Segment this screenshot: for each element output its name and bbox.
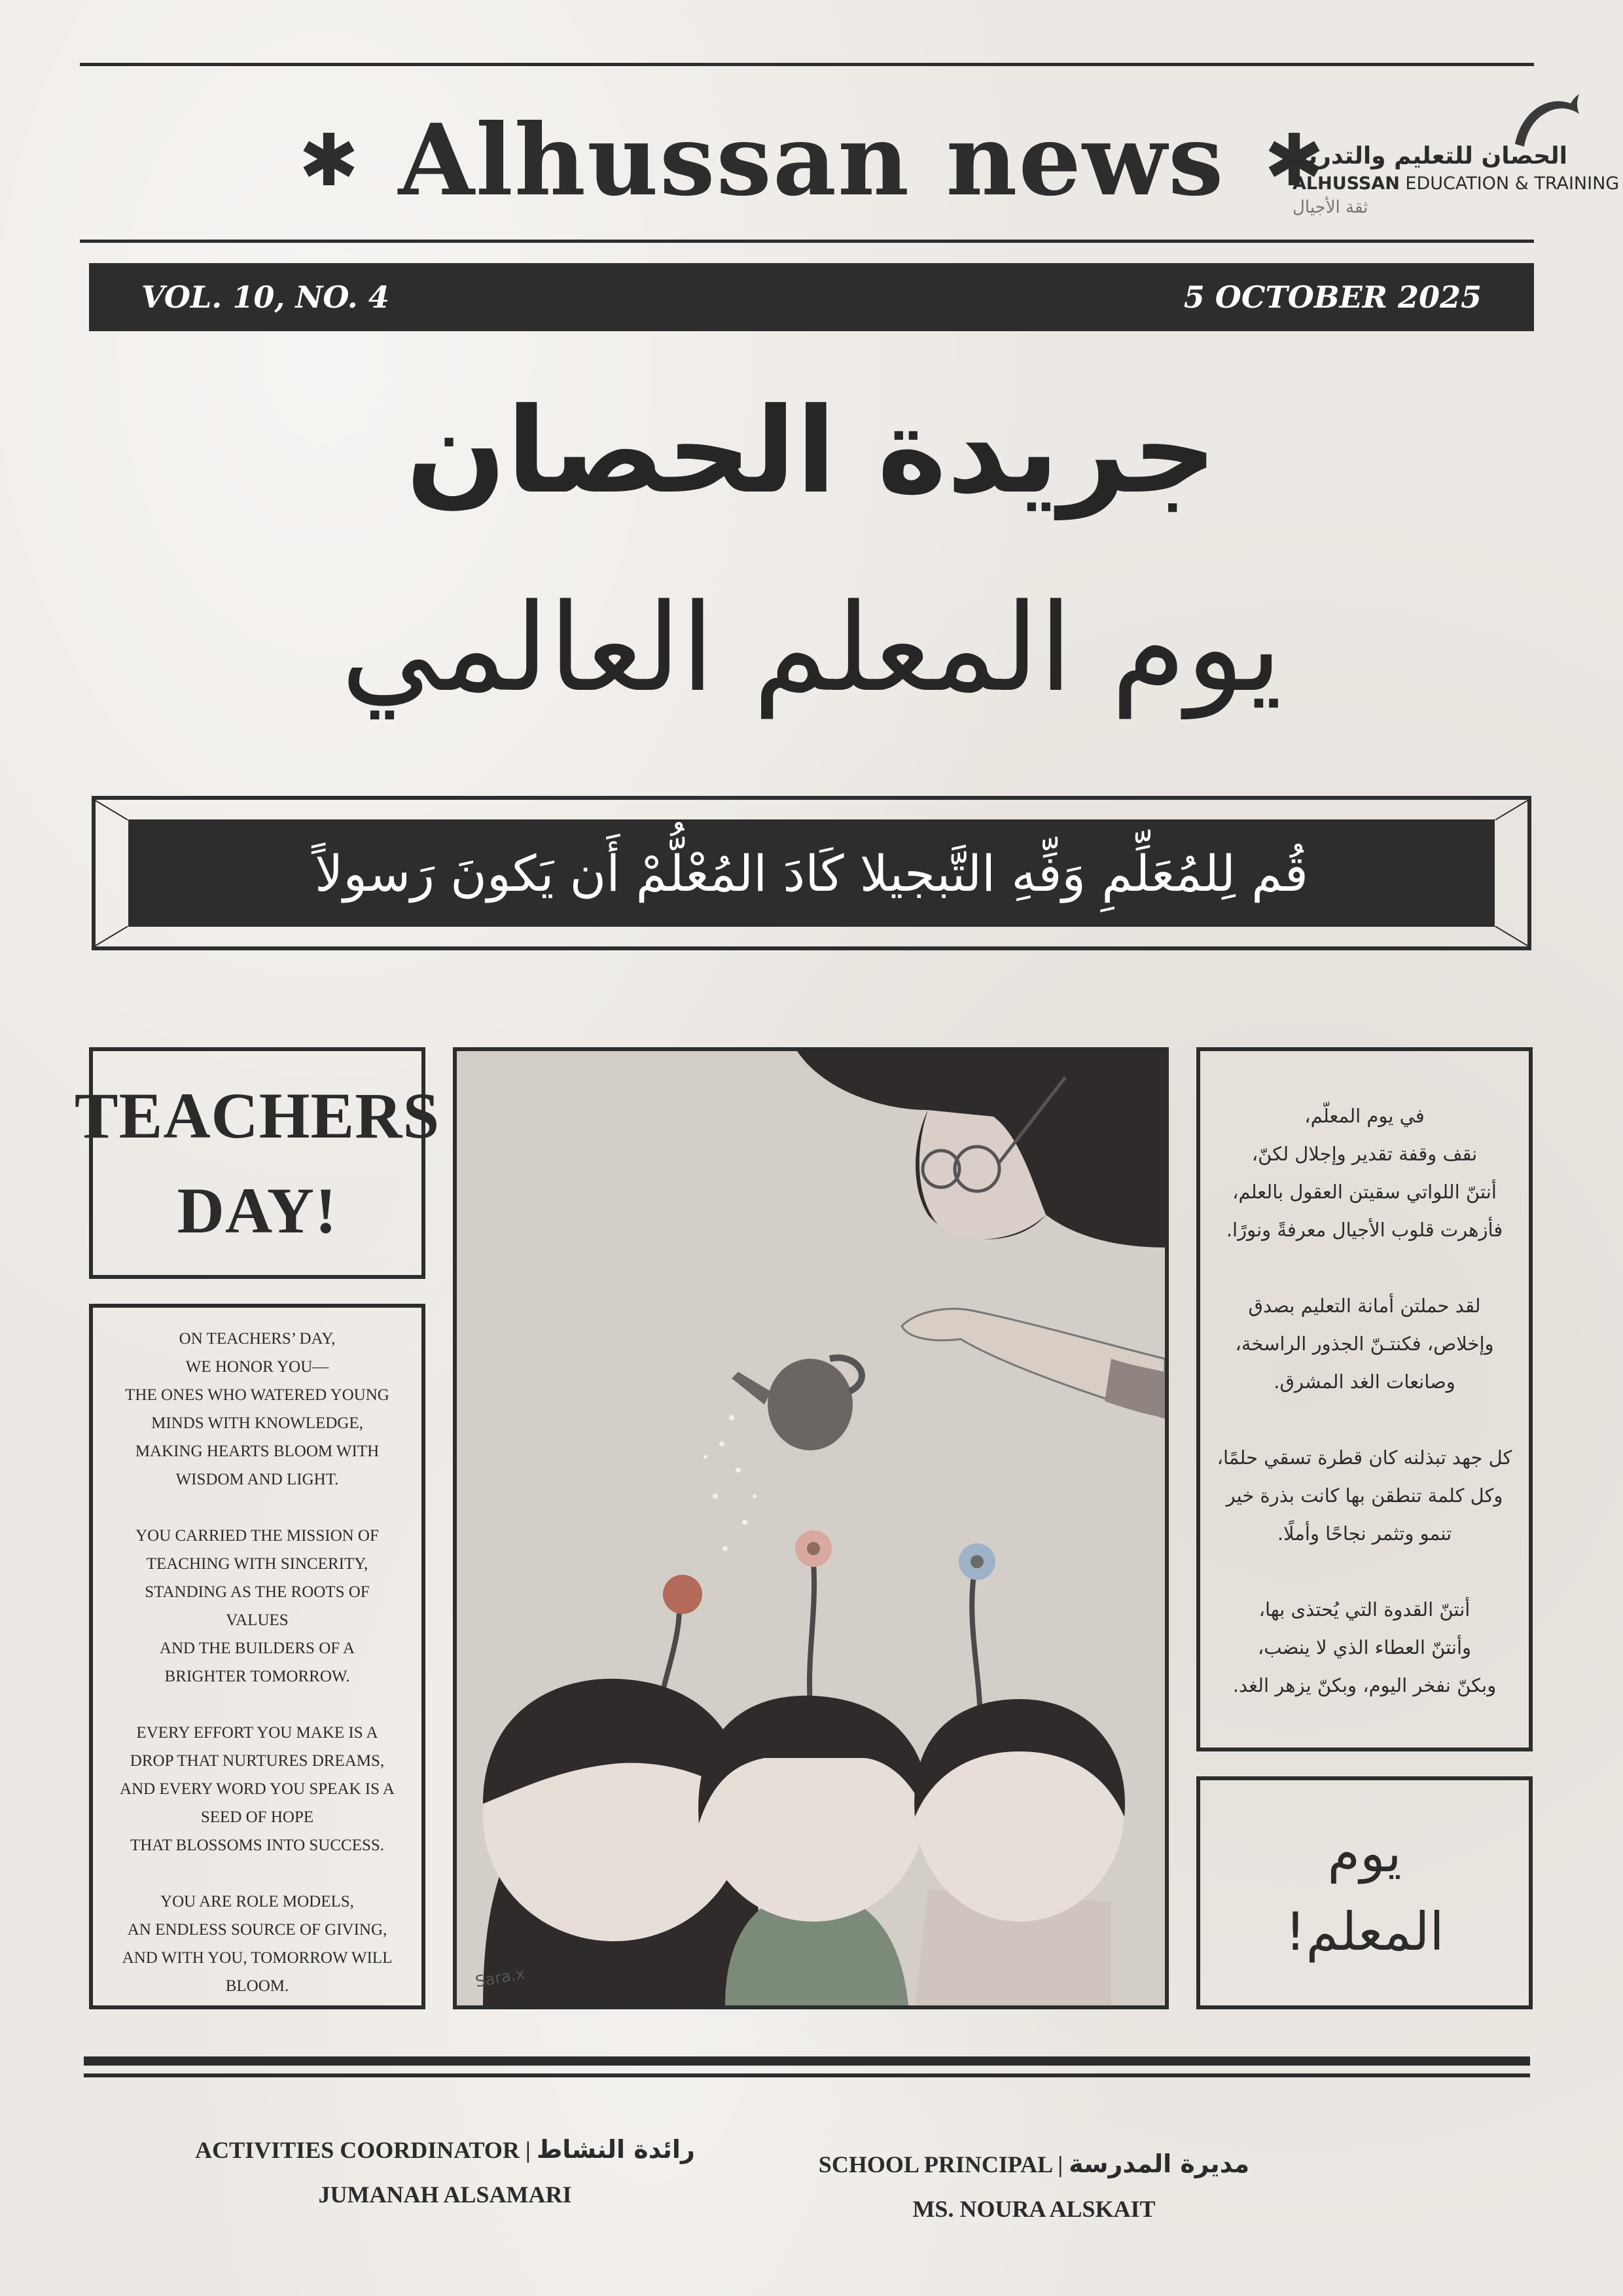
coordinator-name: JUMANAH ALSAMARI bbox=[318, 2181, 572, 2208]
asterisk-icon: ✱ bbox=[1264, 118, 1325, 202]
english-message-box bbox=[89, 1304, 425, 2009]
english-paragraph: ON TEACHERS’ DAY, WE HONOR YOU— THE ONES WHO WATERED YOUNG MINDS WITH KNOWLEDGE, MAKING HEARTS BLOOM WITH WISDOM AND LIGHT. bbox=[125, 1330, 389, 1488]
teachers-day-title-line-1: TEACHERS bbox=[74, 1079, 440, 1152]
teacher-illustration bbox=[453, 1047, 1169, 2009]
arabic-title-line-2: المعلم! bbox=[1285, 1901, 1444, 1962]
principal-name: MS. NOURA ALSKAIT bbox=[912, 2196, 1156, 2222]
arabic-paragraph: في يوم المعلّم، نقف وقفة تقدير وإجلال لكنّ، أنتنّ اللواتي سقيتن العقول بالعلم، فأزهرت قلوب الأجيال معرفةً ونورًا. bbox=[1226, 1105, 1503, 1241]
masthead bbox=[298, 98, 1325, 223]
newspaper-title: Alhussan news bbox=[398, 103, 1225, 218]
teachers-day-title-line-2: DAY! bbox=[177, 1174, 338, 1247]
footer-rule-thin bbox=[84, 2073, 1530, 2077]
arabic-paragraph: لقد حملتن أمانة التعليم بصدق وإخلاص، فكنتـنّ الجذور الراسخة، وصانعات الغد المشرق. bbox=[1235, 1295, 1494, 1393]
school-logo bbox=[1283, 92, 1620, 223]
top-rule bbox=[80, 63, 1534, 66]
coordinator-role: ACTIVITIES COORDINATOR | رائدة النشاط bbox=[195, 2135, 695, 2164]
english-paragraph: YOU CARRIED THE MISSION OF TEACHING WITH SINCERITY, STANDING AS THE ROOTS OF VALUES AND THE BUILDERS OF A BRIGHTER TOMORROW. bbox=[135, 1527, 379, 1685]
asterisk-icon: ✱ bbox=[298, 118, 359, 202]
footer-rule-thick bbox=[84, 2056, 1530, 2066]
quote-banner bbox=[92, 796, 1531, 950]
masthead-rule bbox=[80, 240, 1534, 243]
issue-date: 5 OCTOBER 2025 bbox=[1183, 279, 1482, 315]
logo-name-arabic: الحصان للتعليم والتدريب bbox=[1283, 143, 1567, 170]
principal-signature bbox=[707, 2149, 1361, 2223]
issue-bar bbox=[89, 263, 1534, 331]
coordinator-signature bbox=[118, 2135, 772, 2208]
arabic-title-line-1: يوم bbox=[1327, 1823, 1402, 1884]
principal-role: SCHOOL PRINCIPAL | مديرة المدرسة bbox=[818, 2149, 1250, 2178]
arabic-message-box bbox=[1196, 1047, 1533, 1751]
poem-quote: قُم لِلمُعَلِّمِ وَفِّهِ التَّبجيلا كَادَ المُعْلُّمْ أَن يَكونَ رَسولاً bbox=[128, 819, 1495, 927]
logo-tagline: ثقة الأجيال bbox=[1293, 198, 1368, 217]
teacher-watering-children-illustration bbox=[457, 1051, 1165, 2005]
headline-line-2: يوم المعلم العالمي bbox=[340, 577, 1283, 719]
teachers-day-arabic-title-box bbox=[1196, 1776, 1533, 2009]
headline-line-1: جريدة الحصان bbox=[406, 383, 1217, 520]
english-paragraph: EVERY EFFORT YOU MAKE IS A DROP THAT NURTURES DREAMS, AND EVERY WORD YOU SPEAK IS A SEED OF HOPE THAT BLOSSOMS INTO SUCCESS. bbox=[120, 1724, 395, 1854]
artist-signature: Sara.x bbox=[474, 1964, 527, 1991]
logo-name-english: ALHUSSAN EDUCATION & TRAINING bbox=[1293, 173, 1620, 194]
teachers-day-title-box bbox=[74, 1047, 440, 1279]
horse-head-icon bbox=[1508, 92, 1580, 151]
english-paragraph: YOU ARE ROLE MODELS, AN ENDLESS SOURCE OF GIVING, AND WITH YOU, TOMORROW WILL BLOOM. bbox=[122, 1893, 393, 1995]
issue-volume: VOL. 10, NO. 4 bbox=[141, 279, 389, 315]
arabic-paragraph: أنتنّ القدوة التي يُحتذى بها، وأنتنّ العطاء الذي لا ينضب، وبكنّ نفخر اليوم، وبكنّ يزهر الغد. bbox=[1232, 1598, 1497, 1696]
arabic-paragraph: كل جهد تبذلنه كان قطرة تسقي حلمًا، وكل كلمة تنطقن بها كانت بذرة خير تنمو وتثمر نجاحًا وأملًا. bbox=[1217, 1446, 1512, 1545]
